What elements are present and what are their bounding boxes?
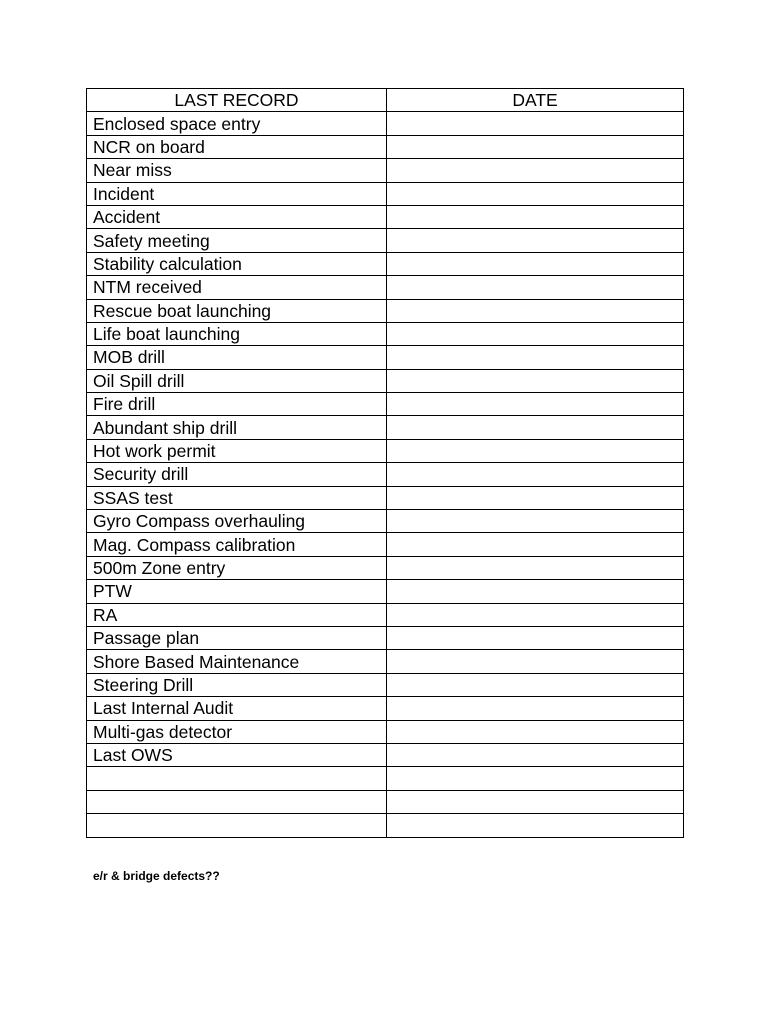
table-row xyxy=(87,603,684,626)
table-row xyxy=(87,767,684,790)
table-row xyxy=(87,720,684,743)
table-row xyxy=(87,673,684,696)
record-cell: Last Internal Audit xyxy=(87,697,387,720)
record-cell: 500m Zone entry xyxy=(87,556,387,579)
record-cell: Enclosed space entry xyxy=(87,112,387,135)
date-cell[interactable] xyxy=(387,416,684,439)
record-cell: Hot work permit xyxy=(87,439,387,462)
table-row xyxy=(87,743,684,766)
date-cell[interactable] xyxy=(387,510,684,533)
date-cell[interactable] xyxy=(387,229,684,252)
record-cell: Multi-gas detector xyxy=(87,720,387,743)
record-cell: Near miss xyxy=(87,159,387,182)
record-cell: Incident xyxy=(87,182,387,205)
record-cell: Accident xyxy=(87,205,387,228)
date-cell[interactable] xyxy=(387,112,684,135)
record-cell xyxy=(87,790,387,813)
date-cell[interactable] xyxy=(387,135,684,158)
table-row xyxy=(87,182,684,205)
table-row xyxy=(87,510,684,533)
table-row xyxy=(87,650,684,673)
record-cell: Passage plan xyxy=(87,626,387,649)
date-cell[interactable] xyxy=(387,673,684,696)
table-row xyxy=(87,697,684,720)
date-cell[interactable] xyxy=(387,393,684,416)
record-cell: SSAS test xyxy=(87,486,387,509)
date-cell[interactable] xyxy=(387,486,684,509)
record-cell xyxy=(87,767,387,790)
table-row xyxy=(87,790,684,813)
table-row xyxy=(87,439,684,462)
table-row xyxy=(87,229,684,252)
record-cell: Security drill xyxy=(87,463,387,486)
record-cell: Fire drill xyxy=(87,393,387,416)
date-cell[interactable] xyxy=(387,650,684,673)
table-row xyxy=(87,626,684,649)
date-cell[interactable] xyxy=(387,182,684,205)
table-row xyxy=(87,159,684,182)
date-cell[interactable] xyxy=(387,463,684,486)
record-cell: MOB drill xyxy=(87,346,387,369)
date-cell[interactable] xyxy=(387,252,684,275)
record-cell: Shore Based Maintenance xyxy=(87,650,387,673)
date-cell[interactable] xyxy=(387,533,684,556)
date-cell[interactable] xyxy=(387,439,684,462)
table-row xyxy=(87,416,684,439)
date-cell[interactable] xyxy=(387,603,684,626)
date-cell[interactable] xyxy=(387,205,684,228)
table-row xyxy=(87,276,684,299)
table-row xyxy=(87,463,684,486)
record-cell: Stability calculation xyxy=(87,252,387,275)
record-cell xyxy=(87,814,387,837)
date-cell[interactable] xyxy=(387,697,684,720)
date-cell[interactable] xyxy=(387,369,684,392)
record-cell: Mag. Compass calibration xyxy=(87,533,387,556)
record-cell: Safety meeting xyxy=(87,229,387,252)
table-row xyxy=(87,322,684,345)
record-cell: Gyro Compass overhauling xyxy=(87,510,387,533)
table-row xyxy=(87,533,684,556)
record-cell: NCR on board xyxy=(87,135,387,158)
record-cell: Life boat launching xyxy=(87,322,387,345)
table-row xyxy=(87,369,684,392)
table-row xyxy=(87,252,684,275)
table-row xyxy=(87,556,684,579)
table-body xyxy=(87,112,684,837)
record-cell: PTW xyxy=(87,580,387,603)
date-cell[interactable] xyxy=(387,580,684,603)
record-cell: Abundant ship drill xyxy=(87,416,387,439)
table-row xyxy=(87,346,684,369)
date-cell[interactable] xyxy=(387,276,684,299)
table-row xyxy=(87,205,684,228)
table-row xyxy=(87,135,684,158)
table-row xyxy=(87,393,684,416)
record-cell: Last OWS xyxy=(87,743,387,766)
date-cell[interactable] xyxy=(387,743,684,766)
date-cell[interactable] xyxy=(387,322,684,345)
table-header-row xyxy=(87,89,684,112)
table-row xyxy=(87,112,684,135)
header-last-record: LAST RECORD xyxy=(87,89,387,112)
record-cell: NTM received xyxy=(87,276,387,299)
record-cell: Rescue boat launching xyxy=(87,299,387,322)
table-row xyxy=(87,580,684,603)
date-cell[interactable] xyxy=(387,790,684,813)
date-cell[interactable] xyxy=(387,159,684,182)
date-cell[interactable] xyxy=(387,299,684,322)
record-cell: Steering Drill xyxy=(87,673,387,696)
last-record-table xyxy=(86,88,684,838)
footnote: e/r & bridge defects?? xyxy=(93,869,220,883)
date-cell[interactable] xyxy=(387,626,684,649)
date-cell[interactable] xyxy=(387,814,684,837)
record-cell: Oil Spill drill xyxy=(87,369,387,392)
date-cell[interactable] xyxy=(387,720,684,743)
table-row xyxy=(87,299,684,322)
header-date: DATE xyxy=(387,89,684,112)
record-cell: RA xyxy=(87,603,387,626)
date-cell[interactable] xyxy=(387,556,684,579)
table-row xyxy=(87,486,684,509)
date-cell[interactable] xyxy=(387,767,684,790)
table-row xyxy=(87,814,684,837)
date-cell[interactable] xyxy=(387,346,684,369)
